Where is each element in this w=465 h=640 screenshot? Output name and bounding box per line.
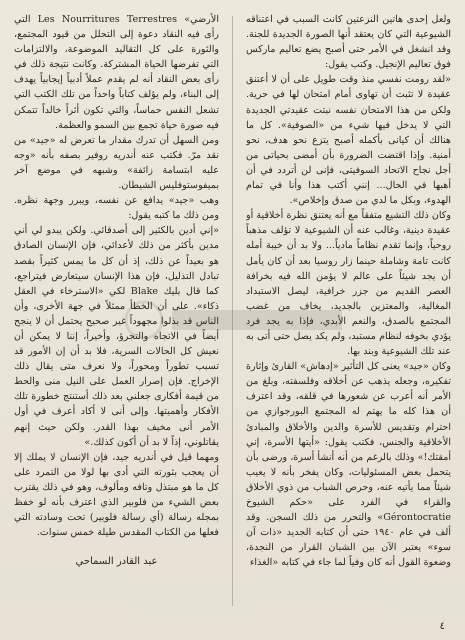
column-divider (232, 16, 233, 606)
paragraph: «إني أدين بالكثير إلى أصدقائي. ولكن يبدو لي أني مدين بأكثر من ذلك لأعدائي، فإن الإنسان الصادق هو بعيداً عن ذلك، إذ أن كل ما يمس كثيراً بقصد تبادل التذليل، فإن هذا الإنسان سيتعارض فيتراجع، كما قال بليك Blake لكي «الاسترخاء في العقل ذكاء». على أن الخطأ ممثلاً في جهة الأخرى، وأن الناس قد بذلوا مجهوداً غير صحيح يحتمل أن لا ينجح أيضاً في الاتجاه والتجرؤ، وأخيراً، إننا لا يمكن أن نعيش كل الحالات السرية، فلا بد أن إن الأمور قد تسبب تطوراً ومحوراً، ولا نعرف متى يقال ذلك الإخراج. فإن إصرار العمل على النيل منى والحط من قيمة أفكارى جعلني بعد ذلك أستنتج خطورة تلك الأفكار وأهميتها. وإلى أنى لا أكاد أعرف في أول الأمر أنى مخيف بهذا القدر. ولكن حيث إنهم يقاتلوني، إذاً لا بد أن أكون كذلك.» (14, 225, 219, 448)
paragraph: ومهما قيل في أندريه جيد، فإن الإنسان لا يملك إلا أن يعجب بثورته التي أدى بها لولا من التمرد على كل ما هو مبتذل وتافه ومألوف، وهو في ذلك يقترب بعض الشيء من فلوبير الذي اعترف بأنه لو خفظ بمجله رسالة (أي رسالة فلوبير) تحت وسادته التي فعلها من الكتاب المقدس طيلة خمس سنوات. (14, 451, 219, 539)
paragraph: ومن السهل أن تدرك مقدار ما تعرض له «جيد» من نقد مرّ. فكتب عنه أندريه روفير بصفه بأنه «وجه عليه ابتسامة زائفة» وشبهه في موضع آخر بميفوستوفليس الشيطان. (14, 134, 219, 192)
paragraph: وكان ذلك التشيع متفقاً مع أنه يعتنق نظرة أخلاقية أو عقيدة دينية، وغالب عنه أن الشيوعية لا تؤلف مذهباً روحياً، وإنما تقدم نظاماً مادياً... ولا بد أن خيبة أمله كانت تامة وشاملة حينما زار روسيا بعد أن كان يأمل أن يجد شيئاً على عالم لا يؤمن الله فيه بخرافة العصر القديم من جزر خرافية، ليصل الاستبداد المغالية، والمعتزين بالجديد، يخاف من غضب المجتمع بالصدق، والنعم الأبدي، فإذا به يجد فرد يؤدي بخوفه لنظام مستبد، ولم يكد يصل حتى أتى به عند تلك الشيوعية وبند بها. (246, 210, 451, 358)
paragraph: وهب «جيد» يدافع عن نفسه، ويبرر وجهة نظره. ومن ذلك ما كتبه يقول: (14, 195, 219, 222)
right-column (246, 12, 451, 616)
page-number: ٤ (439, 621, 445, 632)
author-signature: عبد القادر السماحي (75, 556, 158, 568)
paragraph: الأرضي» Les Nourritures Terrestres التي رأى فيه النقاد دعوة إلى التحلل من قيود المجتمع، والثورة على كل التقاليد الموضوعة، والالتزامات التي تفرضها الحياة المشتركة. وكانت نتيجة ذلك في رأى بعض النقاد أنه لم يقدم عملاً أدبياً إيجابياً يهدف إلى البناء، ولم يؤلف كتاباً واحداً من تلك الكتب التي تشعل النفس حماساً، والتي تكون أثراً خالداً تتمكن فيه صورة حياة تجمع بين السمو والعظمة. (14, 14, 219, 131)
paragraph: «لقد رومت نفسي منذ وقت طويل على أن لا أعتنق عقيدة لا تثبت أن تهاوى أمام امتحان لها في حرية. ولكن من هذا الامتحان نفسه نبتت عقيدتي الجديدة التي لا يدخل فيها شيء من «الصوفية». كل ما هنالك أن كيانى بأكمله أصبح يتزع نحو هدف، نحو أمنية. وإذا اقتضت الضرورة بأن أمضى بحياتى من أجل نجاح الاتحاد السوفيتى، فإنى لن أتردد في أن أهبها في الحال... إنني أكتب هذا وأنا في تمام الهدوء، وبكل ما لدي من صدق وإخلاص». (246, 74, 451, 207)
paragraph: وكان «جيد» يعنى كل التأثير «إدهاش» القارئ وإثارة تفكيره، وجعله يذهب عن أخلاقه وفلسفته، وبلغ من الأمر أنه أعرب عن شعورها في قلقه، وقد اعترف أن هذا كله ما يهتم له المجتمع البورجوازي من احترام وتقديس للأسرة والدين والأخلاق والمبادئ الأخلاقية والجنس، فكتب يقول: «أيتها الأسرة، إني أمقتك!» وذلك بالرغم من أنه أنشأ أسرة، ورضى بأن يتحمل بعض المسئوليات، وكان يفخر بأنه لا يعيب شيئاً مما يأتيه عنه، وحرص الشباب من ذوي الأخلاق والقراء في الفرد على «حكم الشيوخ Gérontocratie» والتحرر من ذلك السجن. وقد ألف في عام ١٩٤٠ حتى أن كتابه الجديد «ذات آن سوء» يعتبر الآن بين الشبان القرار من النجدة، وضعوة القول أنه كان وفياً لما جاء في كتابه «الغذاء (246, 361, 451, 569)
left-column (14, 12, 219, 616)
paragraph: ولعل إحدى هاتين النزعتين كانت السبب في اعتناقه الشيوعية التي كان يعتقد أنها الصورة الجديدة للجنة. وقد انشغل في الأمر حتى أصبح يضع تعاليم ماركس فوق تعاليم الإنجيل. وكتب يقول: (246, 14, 451, 71)
